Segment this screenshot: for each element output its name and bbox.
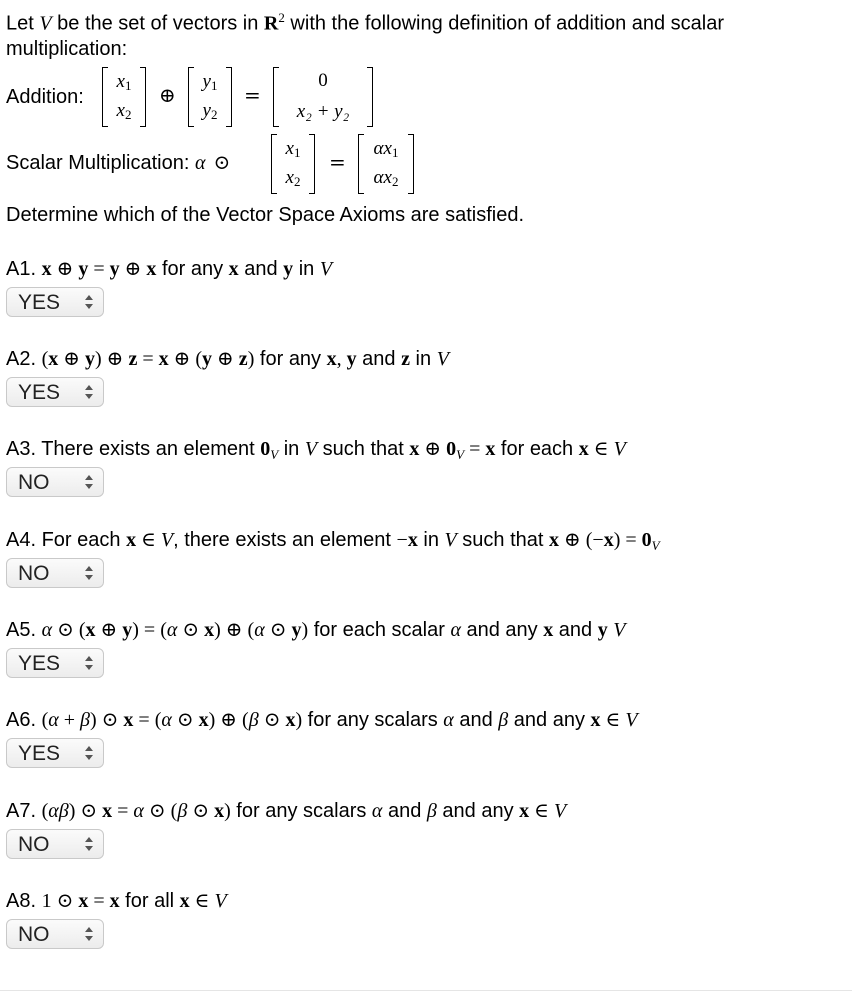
- intro-line-1: [6, 6, 724, 36]
- axiom-label: A4. For each: [6, 529, 127, 551]
- equals-symbol: =: [244, 83, 261, 107]
- scalar-result-vector: [358, 134, 414, 194]
- instruction: Determine which of the Vector Space Axioms are satisfied.: [6, 204, 525, 226]
- axiom-text: for all: [119, 890, 180, 912]
- axiom-a3-statement: A3. There exists an element $0_V$ in V such that x ⊕ $0_V = x$ for each x ∈ V: [6, 438, 626, 462]
- oplus-symbol: ⊕: [159, 83, 176, 107]
- answer-select-a6[interactable]: [6, 738, 104, 768]
- entry: x: [116, 71, 125, 92]
- selected-value: NO: [18, 833, 50, 856]
- addition-label: Addition:: [6, 86, 84, 108]
- selected-value: YES: [18, 291, 61, 314]
- axiom-a6-statement: A6. (α + β) ⊙ x = (α ⊙ x) ⊕ (β ⊙ x) for any scalars α and β and any x ∈ V: [6, 709, 638, 731]
- axiom-text: in: [278, 438, 305, 460]
- updown-arrows-icon: [84, 564, 94, 582]
- answer-select-a1[interactable]: [6, 287, 104, 317]
- answer-select-a4[interactable]: [6, 558, 104, 588]
- axiom-label: A8.: [6, 890, 42, 912]
- answer-select-a5[interactable]: [6, 648, 104, 678]
- updown-arrows-icon: [84, 383, 94, 401]
- axiom-text: such that: [317, 438, 410, 460]
- axiom-label: A1.: [6, 258, 42, 280]
- subscript: 1: [293, 145, 301, 160]
- axiom-a4-statement: A4. For each x ∈ V, there exists an element −x in V such that x ⊕ $(-x) = 0_V$: [6, 529, 660, 553]
- subscript: 1: [391, 145, 399, 160]
- scalar-vector-x: [271, 134, 315, 194]
- subscript: 2: [210, 107, 218, 122]
- subscript: 2: [391, 174, 399, 189]
- intro-text: Let: [6, 12, 40, 35]
- answer-select-a7[interactable]: [6, 829, 104, 859]
- axiom-a2-statement: A2. (x ⊕ y) ⊕ z = x ⊕ (y ⊕ z) for any x, y and z in V: [6, 348, 449, 370]
- addition-vector-x: [102, 67, 146, 127]
- addition-vector-y: [188, 67, 232, 127]
- selected-value: YES: [18, 652, 61, 675]
- axiom-label: A7.: [6, 800, 42, 822]
- selected-value: YES: [18, 381, 61, 404]
- axiom-text: such that: [456, 529, 550, 551]
- odot-symbol: ⊙: [213, 152, 231, 174]
- scalar-label: [6, 151, 230, 175]
- entry: x: [285, 138, 294, 159]
- axiom-text: and any: [436, 800, 520, 822]
- set-symbol: V: [39, 12, 52, 35]
- entry: αx: [373, 167, 392, 188]
- axiom-text: for each: [495, 438, 579, 460]
- axiom-text: , there exists an element: [173, 529, 397, 551]
- answer-select-a2[interactable]: [6, 377, 104, 407]
- axiom-text: and: [453, 709, 499, 731]
- entry: x₂ + y₂: [296, 101, 350, 122]
- axiom-a1-statement: A1. x ⊕ y = y ⊕ x for any x and y in V: [6, 258, 333, 280]
- updown-arrows-icon: [84, 293, 94, 311]
- intro-text: with the following definition of addition and scalar: [284, 12, 725, 35]
- entry: y: [202, 71, 211, 92]
- selected-value: NO: [18, 562, 50, 585]
- updown-arrows-icon: [84, 835, 94, 853]
- axiom-text: and: [382, 800, 427, 822]
- axiom-text: and: [238, 258, 284, 280]
- axiom-text: in: [417, 529, 445, 551]
- answer-select-a8[interactable]: [6, 919, 104, 949]
- axiom-text: for any scalars: [302, 709, 444, 731]
- entry: 0: [318, 70, 328, 91]
- axiom-text: for any: [254, 348, 327, 370]
- updown-arrows-icon: [84, 744, 94, 762]
- subscript: 1: [210, 78, 218, 93]
- selected-value: NO: [18, 923, 50, 946]
- reals-symbol: R: [263, 12, 279, 35]
- updown-arrows-icon: [84, 654, 94, 672]
- addition-result-vector: [273, 67, 373, 127]
- entry: y: [202, 100, 211, 121]
- answer-select-a3[interactable]: [6, 467, 104, 497]
- axiom-a8-statement: A8. 1 ⊙ x = x for all x ∈ V: [6, 890, 227, 912]
- entry: x: [285, 167, 294, 188]
- subscript: 1: [124, 78, 132, 93]
- bottom-divider: [0, 990, 852, 991]
- axiom-label: A5.: [6, 619, 42, 641]
- entry: x: [116, 100, 125, 121]
- updown-arrows-icon: [84, 925, 94, 943]
- axiom-label: A6.: [6, 709, 42, 731]
- axiom-label: A3. There exists an element: [6, 438, 261, 460]
- axiom-a5-statement: A5. α ⊙ (x ⊕ y) = (α ⊙ x) ⊕ (α ⊙ y) for each scalar α and any x and y V: [6, 619, 626, 641]
- axiom-text: and: [356, 348, 402, 370]
- alpha: α: [194, 152, 206, 174]
- equals-symbol: =: [329, 150, 346, 174]
- subscript: 2: [293, 174, 301, 189]
- intro-line-2: multiplication:: [6, 38, 128, 60]
- axiom-text: for each scalar: [308, 619, 451, 641]
- subscript: 2: [124, 107, 132, 122]
- updown-arrows-icon: [84, 473, 94, 491]
- axiom-text: in: [410, 348, 437, 370]
- axiom-text: for any: [156, 258, 229, 280]
- intro-text: be the set of vectors in: [51, 12, 264, 35]
- entry: αx: [373, 138, 392, 159]
- axiom-text: and any: [508, 709, 591, 731]
- axiom-text: and: [553, 619, 598, 641]
- axiom-label: A2.: [6, 348, 42, 370]
- selected-value: YES: [18, 742, 61, 765]
- axiom-text: and any: [460, 619, 544, 641]
- axiom-text: in: [293, 258, 320, 280]
- selected-value: NO: [18, 471, 50, 494]
- axiom-text: for any scalars: [230, 800, 372, 822]
- exponent: 2: [278, 10, 285, 25]
- scalar-label-text: Scalar Multiplication:: [6, 152, 195, 174]
- axiom-a7-statement: A7. (αβ) ⊙ x = α ⊙ (β ⊙ x) for any scalars α and β and any x ∈ V: [6, 800, 567, 822]
